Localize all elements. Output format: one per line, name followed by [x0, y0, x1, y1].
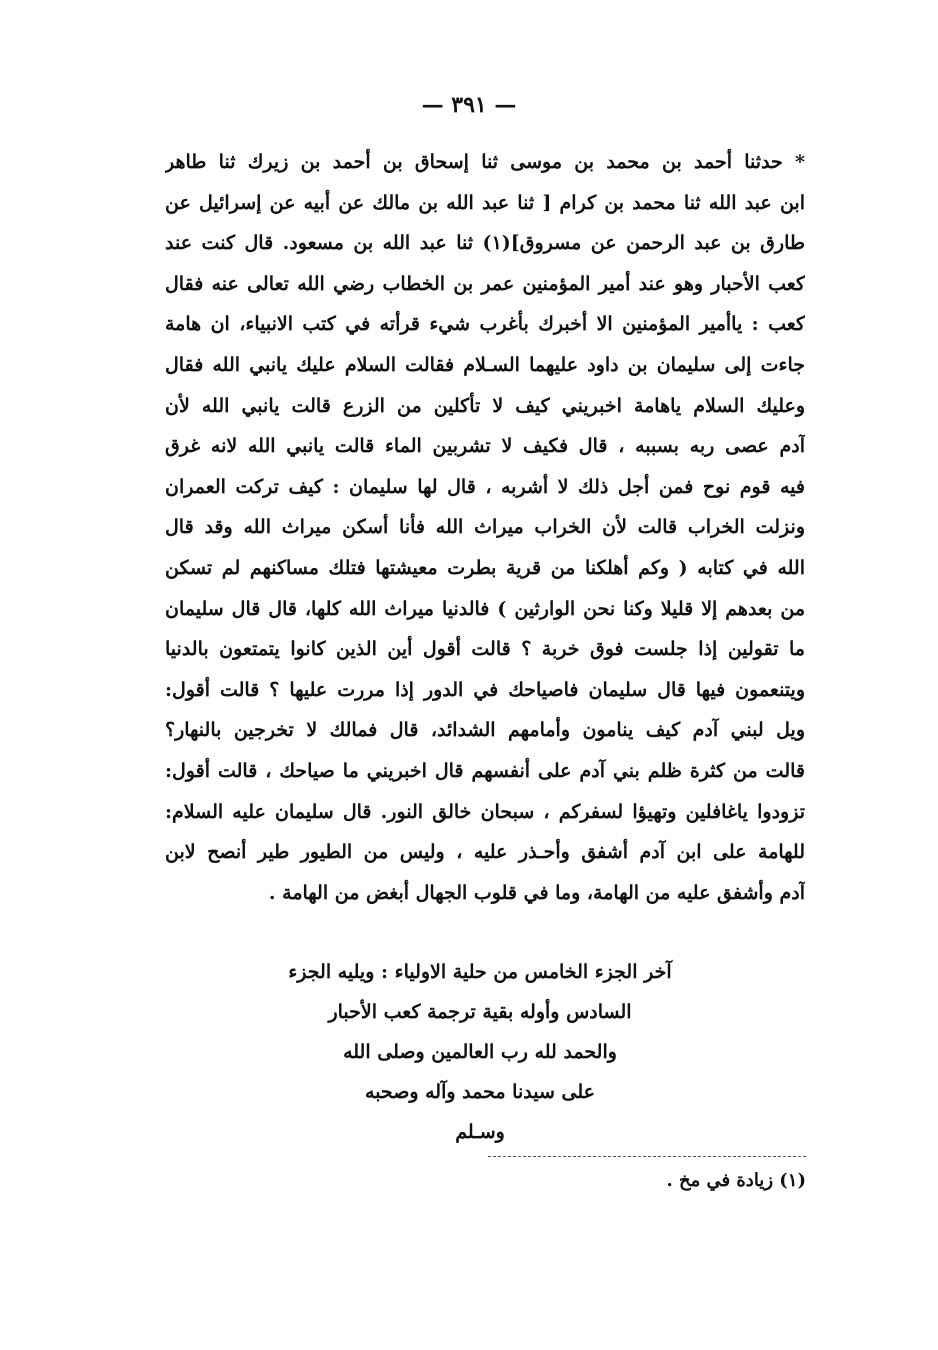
text-line: * حدثنا أحمد بن محمد بن موسى ثنا إسحاق بن أحمد بن زيرك ثنا طاهر [165, 151, 805, 173]
text-line: قالت من كثرة ظلم بني آدم على أنفسهم قال اخبريني ما صياحك ، قالت أقول: [165, 759, 805, 782]
text-line: طارق بن عبد الرحمن عن مسروق](١) ثنا عبد الله بن مسعود. قال كنت عند [165, 232, 805, 255]
text-line: ويتنعمون فيها قال سليمان فاصياحك في الدور إذا مررت عليها ؟ قالت أقول: [165, 678, 805, 701]
colophon-line: السادس وأوله بقية ترجمة كعب الأحبار [328, 1001, 632, 1023]
text-line: كعب : ياأمير المؤمنين الا أخبرك بأغرب شيء قرأته في كتب الانبياء، ان هامة [165, 313, 805, 336]
body-text [165, 142, 805, 913]
text-line: الله في كتابه ( وكم أهلكنا من قرية بطرت معيشتها فتلك مساكنهم لم تسكن [165, 556, 805, 579]
text-line: ويل لبني آدم كيف ينامون وأمامهم الشدائد، قال فمالك لا تخرجين بالنهار؟ [165, 719, 805, 742]
colophon-line: وسـلم [455, 1121, 505, 1143]
text-line: ابن عبد الله ثنا محمد بن كرام [ ثنا عبد الله بن مالك عن أبيه عن إسرائيل عن [165, 191, 805, 214]
footnote: (١) زيادة في مخ . [666, 1170, 806, 1191]
colophon-line: والحمد لله رب العالمين وصلى الله [343, 1041, 617, 1063]
page-number: — ٣٩١ — [421, 92, 517, 118]
text-line: ونزلت الخراب قالت لأن الخراب ميراث الله فأنا أسكن ميراث الله وقد قال [165, 516, 805, 539]
colophon-line: آخر الجزء الخامس من حلية الاولياء : ويليه الجزء [288, 961, 672, 983]
text-line: من بعدهم إلا قليلا وكنا نحن الوارثين ) فالدنيا ميراث الله كلها، قال قال سليمان [165, 597, 805, 620]
colophon-line: على سيدنا محمد وآله وصحبه [365, 1081, 595, 1103]
footnote-divider [488, 1156, 806, 1157]
text-line: ما تقولين إذا جلست فوق خربة ؟ قالت أقول أين الذين كانوا يتمتعون بالدنيا [165, 638, 805, 661]
text-line: للهامة على ابن آدم أشفق وأحـذر عليه ، وليس من الطيور طير أنصح لابن [165, 841, 805, 864]
text-line: فيه قوم نوح فمن أجل ذلك لا أشربه ، قال لها سليمان : كيف تركت العمران [165, 475, 805, 498]
text-line: تزودوا ياغافلين وتهيؤا لسفركم ، سبحان خالق النور. قال سليمان عليه السلام: [165, 800, 805, 823]
text-line: آدم وأشفق عليه من الهامة، وما في قلوب الجهال أبغض من الهامة . [268, 881, 805, 904]
text-line: آدم عصى ربه بسببه ، قال فكيف لا تشربين الماء قالت يانبي الله لانه غرق [165, 435, 805, 458]
colophon [230, 952, 730, 1152]
text-line: كعب الأحبار وهو عند أمير المؤمنين عمر بن الخطاب رضي الله تعالى عنه فقال [165, 272, 805, 295]
text-line: جاءت إلى سليمان بن داود عليهما السـلام فقالت السلام عليك يانبي الله فقال [165, 353, 805, 376]
text-line: وعليك السلام ياهامة اخبريني كيف لا تأكلين من الزرع قالت يانبي الله لأن [165, 394, 805, 417]
